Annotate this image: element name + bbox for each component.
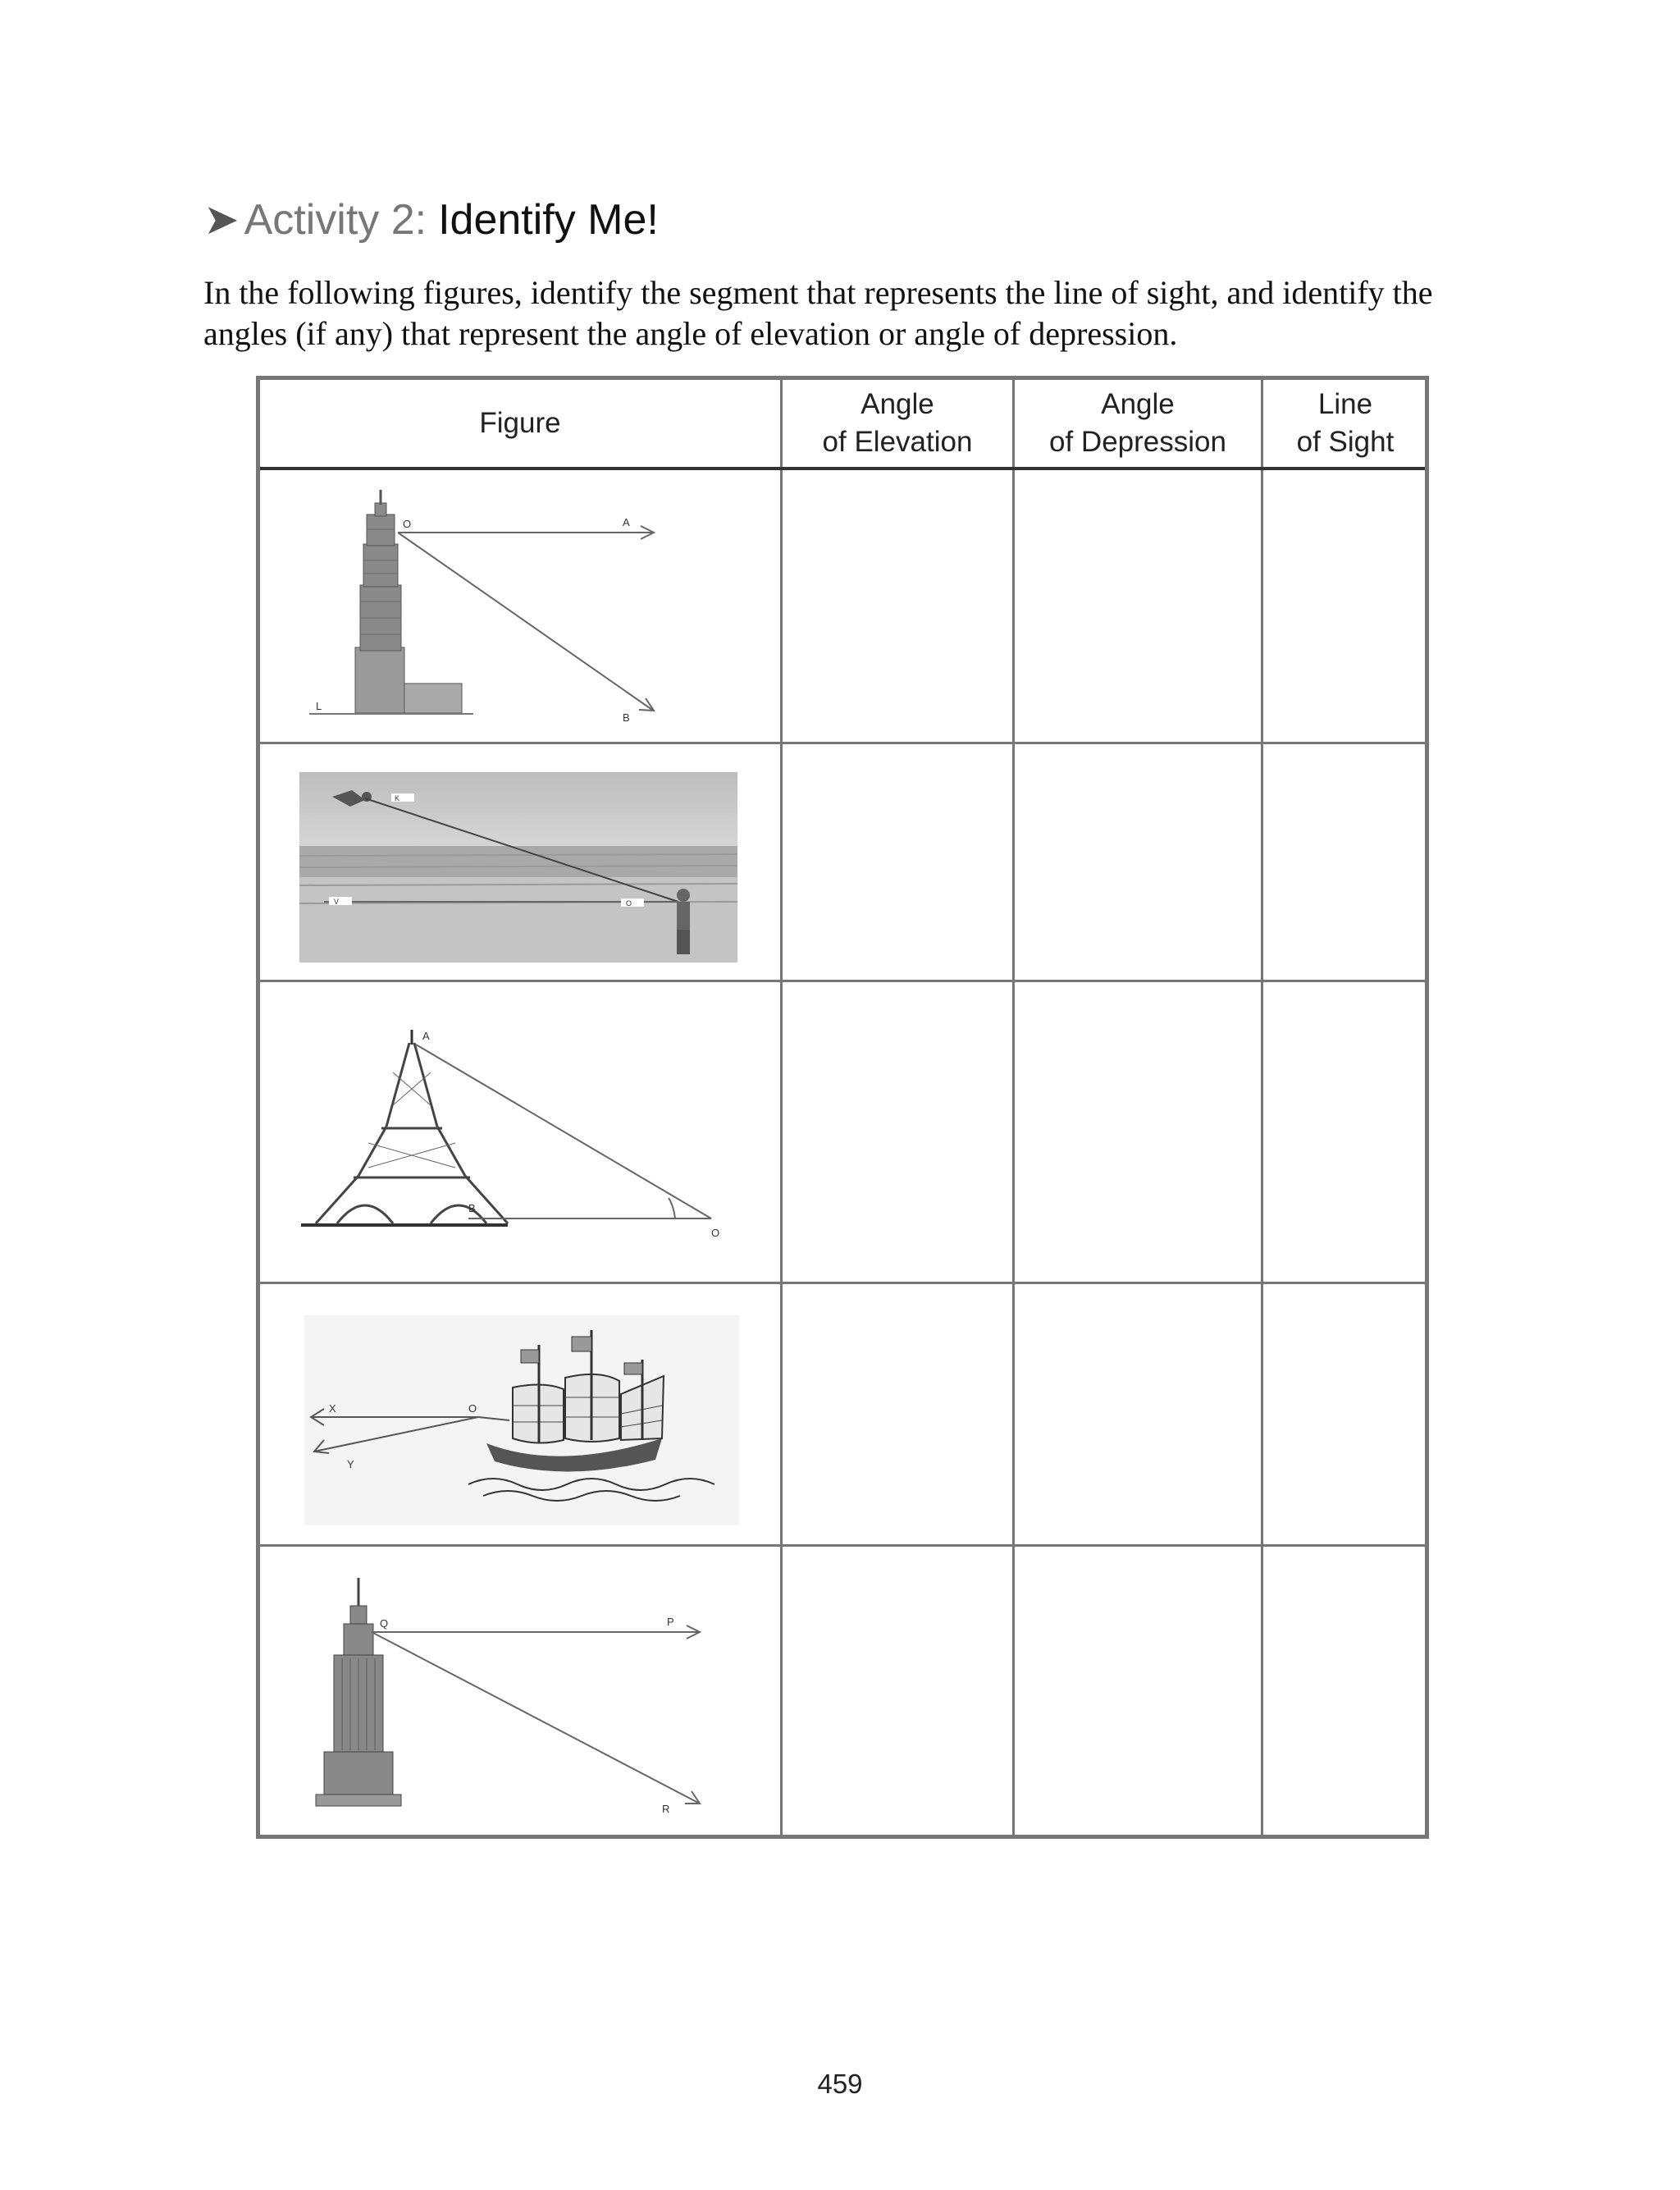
figure-label: O — [626, 899, 632, 908]
column-divider — [1012, 380, 1015, 1835]
figure-label: K — [395, 794, 400, 802]
figure-label: Q — [380, 1617, 389, 1630]
figure-label: R — [662, 1803, 670, 1815]
header-elevation-line1: Angle — [861, 388, 934, 420]
header-angle-of-elevation — [783, 380, 1012, 467]
kite-on-beach-figure — [299, 772, 737, 962]
figure-label: Y — [347, 1458, 354, 1470]
answer-table — [256, 376, 1429, 1839]
row-divider — [260, 742, 1425, 744]
figure-label: B — [623, 711, 630, 724]
figure-label: O — [711, 1227, 720, 1239]
figure-label: A — [422, 1030, 430, 1042]
instructions-text: In the following figures, identify the segment that represents the line of sight, and identify the angles (if any) that represent the angle of elevation or angle of depression. — [203, 274, 1433, 352]
figure-label: X — [329, 1402, 336, 1415]
row-divider — [260, 1282, 1425, 1284]
page-number: 459 — [817, 2069, 863, 2099]
row-divider — [260, 980, 1425, 982]
header-divider — [260, 467, 1425, 470]
galleon-ship-figure — [304, 1315, 739, 1525]
figure-label: P — [667, 1616, 674, 1628]
column-divider — [1261, 380, 1263, 1835]
header-sight-line2: of Sight — [1296, 426, 1395, 458]
arrowhead-right-icon: ➤ — [203, 195, 240, 245]
skyscraper-figure — [309, 487, 670, 725]
header-figure — [260, 380, 780, 467]
header-sight-line1: Line — [1317, 388, 1373, 420]
header-figure-label: Figure — [479, 407, 561, 439]
header-line-of-sight — [1263, 380, 1427, 467]
figure-label: V — [334, 898, 340, 906]
activity-label: Activity 2: — [244, 196, 427, 244]
figure-label: O — [403, 518, 412, 530]
empire-state-figure — [304, 1573, 739, 1819]
activity-heading — [203, 195, 659, 245]
figure-label: O — [468, 1402, 477, 1415]
header-depression-line1: Angle — [1101, 388, 1175, 420]
header-angle-of-depression — [1015, 380, 1261, 467]
figure-label: B — [468, 1202, 476, 1214]
header-elevation-line2: of Elevation — [822, 426, 973, 458]
figure-label: L — [316, 700, 322, 712]
header-depression-line2: of Depression — [1049, 426, 1226, 458]
column-divider — [780, 380, 783, 1835]
eiffel-tower-figure — [301, 1023, 744, 1245]
activity-title: Identify Me! — [438, 196, 659, 244]
figure-label: A — [623, 516, 630, 528]
row-divider — [260, 1544, 1425, 1547]
